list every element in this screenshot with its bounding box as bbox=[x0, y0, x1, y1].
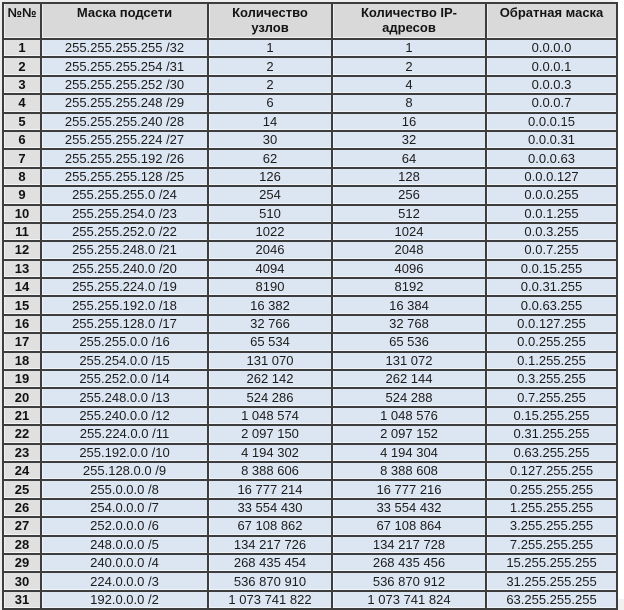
cell-subnet-mask: 252.0.0.0 /6 bbox=[41, 517, 208, 535]
cell-row-number: 19 bbox=[3, 370, 41, 388]
cell-subnet-mask: 255.0.0.0 /8 bbox=[41, 480, 208, 498]
cell-subnet-mask: 255.255.248.0 /21 bbox=[41, 241, 208, 259]
cell-row-number: 10 bbox=[3, 205, 41, 223]
cell-subnet-mask: 224.0.0.0 /3 bbox=[41, 572, 208, 590]
cell-subnet-mask: 255.255.255.255 /32 bbox=[41, 39, 208, 57]
table-row bbox=[3, 407, 617, 425]
cell-ip-count: 256 bbox=[332, 186, 486, 204]
cell-wildcard-mask: 0.0.0.31 bbox=[486, 131, 617, 149]
column-header-number-line2 bbox=[4, 20, 40, 35]
cell-wildcard-mask: 0.0.0.7 bbox=[486, 94, 617, 112]
cell-ip-count: 268 435 456 bbox=[332, 554, 486, 572]
cell-subnet-mask: 255.255.255.240 /28 bbox=[41, 113, 208, 131]
cell-wildcard-mask: 0.3.255.255 bbox=[486, 370, 617, 388]
cell-node-count: 1022 bbox=[208, 223, 332, 241]
cell-wildcard-mask: 31.255.255.255 bbox=[486, 572, 617, 590]
cell-row-number: 28 bbox=[3, 536, 41, 554]
cell-ip-count: 64 bbox=[332, 149, 486, 167]
cell-node-count: 1 048 574 bbox=[208, 407, 332, 425]
table-row bbox=[3, 554, 617, 572]
table-row bbox=[3, 572, 617, 590]
cell-node-count: 32 766 bbox=[208, 315, 332, 333]
column-header-ip-count-line1: Количество IP- bbox=[361, 5, 457, 20]
cell-node-count: 126 bbox=[208, 168, 332, 186]
cell-row-number: 6 bbox=[3, 131, 41, 149]
cell-row-number: 20 bbox=[3, 388, 41, 406]
cell-subnet-mask: 255.255.255.252 /30 bbox=[41, 76, 208, 94]
cell-ip-count: 536 870 912 bbox=[332, 572, 486, 590]
cell-node-count: 510 bbox=[208, 205, 332, 223]
cell-wildcard-mask: 0.0.15.255 bbox=[486, 260, 617, 278]
cell-node-count: 134 217 726 bbox=[208, 536, 332, 554]
cell-wildcard-mask: 15.255.255.255 bbox=[486, 554, 617, 572]
cell-wildcard-mask: 0.15.255.255 bbox=[486, 407, 617, 425]
cell-wildcard-mask: 0.255.255.255 bbox=[486, 480, 617, 498]
cell-subnet-mask: 255.240.0.0 /12 bbox=[41, 407, 208, 425]
cell-ip-count: 32 bbox=[332, 131, 486, 149]
cell-node-count: 8 388 606 bbox=[208, 462, 332, 480]
cell-subnet-mask: 255.255.252.0 /22 bbox=[41, 223, 208, 241]
cell-subnet-mask: 255.255.224.0 /19 bbox=[41, 278, 208, 296]
cell-node-count: 1 073 741 822 bbox=[208, 591, 332, 609]
cell-ip-count: 128 bbox=[332, 168, 486, 186]
cell-node-count: 2 097 150 bbox=[208, 425, 332, 443]
cell-ip-count: 512 bbox=[332, 205, 486, 223]
cell-row-number: 2 bbox=[3, 57, 41, 75]
table-row bbox=[3, 480, 617, 498]
cell-ip-count: 65 536 bbox=[332, 333, 486, 351]
cell-wildcard-mask: 0.0.255.255 bbox=[486, 333, 617, 351]
table-row bbox=[3, 241, 617, 259]
cell-subnet-mask: 240.0.0.0 /4 bbox=[41, 554, 208, 572]
cell-row-number: 14 bbox=[3, 278, 41, 296]
cell-subnet-mask: 192.0.0.0 /2 bbox=[41, 591, 208, 609]
cell-node-count: 14 bbox=[208, 113, 332, 131]
table-row bbox=[3, 113, 617, 131]
cell-ip-count: 1 048 576 bbox=[332, 407, 486, 425]
cell-node-count: 1 bbox=[208, 39, 332, 57]
column-header-wildcard-mask bbox=[486, 3, 617, 39]
cell-row-number: 9 bbox=[3, 186, 41, 204]
cell-row-number: 11 bbox=[3, 223, 41, 241]
cell-node-count: 536 870 910 bbox=[208, 572, 332, 590]
table-row bbox=[3, 94, 617, 112]
cell-row-number: 25 bbox=[3, 480, 41, 498]
cell-wildcard-mask: 0.0.0.255 bbox=[486, 186, 617, 204]
cell-wildcard-mask: 0.7.255.255 bbox=[486, 388, 617, 406]
cell-wildcard-mask: 0.0.31.255 bbox=[486, 278, 617, 296]
column-header-ip-count-line2: адресов bbox=[382, 20, 436, 35]
cell-ip-count: 4 bbox=[332, 76, 486, 94]
table-row bbox=[3, 591, 617, 609]
column-header-wildcard-mask-line1: Обратная маска bbox=[499, 5, 604, 20]
table-row bbox=[3, 352, 617, 370]
cell-row-number: 16 bbox=[3, 315, 41, 333]
cell-subnet-mask: 254.0.0.0 /7 bbox=[41, 499, 208, 517]
cell-row-number: 18 bbox=[3, 352, 41, 370]
cell-wildcard-mask: 0.0.127.255 bbox=[486, 315, 617, 333]
cell-wildcard-mask: 0.0.0.3 bbox=[486, 76, 617, 94]
table-row bbox=[3, 444, 617, 462]
cell-ip-count: 8 bbox=[332, 94, 486, 112]
cell-subnet-mask: 255.192.0.0 /10 bbox=[41, 444, 208, 462]
cell-subnet-mask: 255.255.255.0 /24 bbox=[41, 186, 208, 204]
cell-subnet-mask: 255.255.192.0 /18 bbox=[41, 296, 208, 314]
cell-node-count: 524 286 bbox=[208, 388, 332, 406]
cell-wildcard-mask: 0.0.0.15 bbox=[486, 113, 617, 131]
cell-ip-count: 67 108 864 bbox=[332, 517, 486, 535]
column-header-wildcard-mask-line2 bbox=[487, 20, 616, 35]
cell-wildcard-mask: 7.255.255.255 bbox=[486, 536, 617, 554]
cell-row-number: 24 bbox=[3, 462, 41, 480]
column-header-subnet-mask-line2 bbox=[42, 20, 207, 35]
cell-row-number: 27 bbox=[3, 517, 41, 535]
cell-wildcard-mask: 0.0.0.127 bbox=[486, 168, 617, 186]
cell-wildcard-mask: 0.0.7.255 bbox=[486, 241, 617, 259]
cell-node-count: 16 382 bbox=[208, 296, 332, 314]
cell-ip-count: 262 144 bbox=[332, 370, 486, 388]
cell-wildcard-mask: 0.0.3.255 bbox=[486, 223, 617, 241]
table-row bbox=[3, 462, 617, 480]
cell-row-number: 4 bbox=[3, 94, 41, 112]
cell-node-count: 6 bbox=[208, 94, 332, 112]
column-header-ip-count bbox=[332, 3, 486, 39]
table-row bbox=[3, 296, 617, 314]
cell-node-count: 254 bbox=[208, 186, 332, 204]
table-row bbox=[3, 425, 617, 443]
cell-row-number: 31 bbox=[3, 591, 41, 609]
cell-ip-count: 1 073 741 824 bbox=[332, 591, 486, 609]
cell-row-number: 8 bbox=[3, 168, 41, 186]
column-header-number bbox=[3, 3, 41, 39]
cell-node-count: 2 bbox=[208, 57, 332, 75]
cell-ip-count: 2 bbox=[332, 57, 486, 75]
cell-ip-count: 33 554 432 bbox=[332, 499, 486, 517]
cell-subnet-mask: 255.248.0.0 /13 bbox=[41, 388, 208, 406]
cell-ip-count: 8192 bbox=[332, 278, 486, 296]
column-header-node-count-line1: Количество bbox=[232, 5, 308, 20]
cell-subnet-mask: 255.255.255.248 /29 bbox=[41, 94, 208, 112]
cell-wildcard-mask: 0.0.0.1 bbox=[486, 57, 617, 75]
cell-subnet-mask: 255.128.0.0 /9 bbox=[41, 462, 208, 480]
table-row bbox=[3, 260, 617, 278]
cell-wildcard-mask: 0.0.0.0 bbox=[486, 39, 617, 57]
cell-ip-count: 2048 bbox=[332, 241, 486, 259]
cell-subnet-mask: 255.255.254.0 /23 bbox=[41, 205, 208, 223]
table-row bbox=[3, 333, 617, 351]
cell-ip-count: 32 768 bbox=[332, 315, 486, 333]
cell-subnet-mask: 255.255.0.0 /16 bbox=[41, 333, 208, 351]
table-row bbox=[3, 149, 617, 167]
cell-node-count: 30 bbox=[208, 131, 332, 149]
table-header bbox=[3, 3, 617, 39]
cell-row-number: 3 bbox=[3, 76, 41, 94]
cell-wildcard-mask: 0.31.255.255 bbox=[486, 425, 617, 443]
cell-ip-count: 16 bbox=[332, 113, 486, 131]
cell-wildcard-mask: 0.0.0.63 bbox=[486, 149, 617, 167]
cell-ip-count: 2 097 152 bbox=[332, 425, 486, 443]
table-row bbox=[3, 76, 617, 94]
cell-row-number: 26 bbox=[3, 499, 41, 517]
cell-ip-count: 1024 bbox=[332, 223, 486, 241]
column-header-number-line1: №№ bbox=[7, 5, 37, 20]
cell-wildcard-mask: 63.255.255.255 bbox=[486, 591, 617, 609]
cell-row-number: 13 bbox=[3, 260, 41, 278]
table-row bbox=[3, 370, 617, 388]
cell-subnet-mask: 255.252.0.0 /14 bbox=[41, 370, 208, 388]
cell-subnet-mask: 255.255.128.0 /17 bbox=[41, 315, 208, 333]
table-row bbox=[3, 223, 617, 241]
cell-ip-count: 4 194 304 bbox=[332, 444, 486, 462]
cell-row-number: 29 bbox=[3, 554, 41, 572]
cell-row-number: 22 bbox=[3, 425, 41, 443]
column-header-subnet-mask bbox=[41, 3, 208, 39]
table-row bbox=[3, 315, 617, 333]
cell-subnet-mask: 255.224.0.0 /11 bbox=[41, 425, 208, 443]
table-row bbox=[3, 57, 617, 75]
column-header-node-count-line2: узлов bbox=[251, 20, 289, 35]
cell-ip-count: 16 777 216 bbox=[332, 480, 486, 498]
cell-ip-count: 134 217 728 bbox=[332, 536, 486, 554]
cell-row-number: 5 bbox=[3, 113, 41, 131]
cell-subnet-mask: 255.254.0.0 /15 bbox=[41, 352, 208, 370]
cell-ip-count: 8 388 608 bbox=[332, 462, 486, 480]
table-row bbox=[3, 131, 617, 149]
cell-row-number: 30 bbox=[3, 572, 41, 590]
cell-ip-count: 524 288 bbox=[332, 388, 486, 406]
cell-node-count: 67 108 862 bbox=[208, 517, 332, 535]
cell-node-count: 4 194 302 bbox=[208, 444, 332, 462]
subnet-mask-table bbox=[2, 2, 618, 610]
cell-node-count: 65 534 bbox=[208, 333, 332, 351]
cell-row-number: 7 bbox=[3, 149, 41, 167]
cell-node-count: 4094 bbox=[208, 260, 332, 278]
cell-node-count: 62 bbox=[208, 149, 332, 167]
table-row bbox=[3, 168, 617, 186]
cell-wildcard-mask: 0.0.1.255 bbox=[486, 205, 617, 223]
cell-subnet-mask: 255.255.255.254 /31 bbox=[41, 57, 208, 75]
cell-wildcard-mask: 0.1.255.255 bbox=[486, 352, 617, 370]
cell-subnet-mask: 255.255.240.0 /20 bbox=[41, 260, 208, 278]
cell-row-number: 23 bbox=[3, 444, 41, 462]
cell-wildcard-mask: 3.255.255.255 bbox=[486, 517, 617, 535]
cell-ip-count: 1 bbox=[332, 39, 486, 57]
table-body bbox=[3, 39, 617, 609]
cell-node-count: 33 554 430 bbox=[208, 499, 332, 517]
cell-subnet-mask: 255.255.255.192 /26 bbox=[41, 149, 208, 167]
column-header-subnet-mask-line1: Маска подсети bbox=[76, 5, 173, 20]
cell-wildcard-mask: 0.127.255.255 bbox=[486, 462, 617, 480]
cell-wildcard-mask: 0.63.255.255 bbox=[486, 444, 617, 462]
cell-wildcard-mask: 0.0.63.255 bbox=[486, 296, 617, 314]
table-row bbox=[3, 186, 617, 204]
cell-row-number: 15 bbox=[3, 296, 41, 314]
table-row bbox=[3, 278, 617, 296]
cell-node-count: 268 435 454 bbox=[208, 554, 332, 572]
table-row bbox=[3, 205, 617, 223]
cell-node-count: 262 142 bbox=[208, 370, 332, 388]
table-row bbox=[3, 499, 617, 517]
table-row bbox=[3, 388, 617, 406]
cell-node-count: 131 070 bbox=[208, 352, 332, 370]
cell-node-count: 2046 bbox=[208, 241, 332, 259]
header-row bbox=[3, 3, 617, 39]
table-row bbox=[3, 517, 617, 535]
cell-node-count: 2 bbox=[208, 76, 332, 94]
cell-subnet-mask: 248.0.0.0 /5 bbox=[41, 536, 208, 554]
cell-row-number: 1 bbox=[3, 39, 41, 57]
cell-subnet-mask: 255.255.255.224 /27 bbox=[41, 131, 208, 149]
cell-row-number: 12 bbox=[3, 241, 41, 259]
cell-ip-count: 131 072 bbox=[332, 352, 486, 370]
cell-ip-count: 16 384 bbox=[332, 296, 486, 314]
table-row bbox=[3, 39, 617, 57]
column-header-node-count bbox=[208, 3, 332, 39]
cell-wildcard-mask: 1.255.255.255 bbox=[486, 499, 617, 517]
cell-ip-count: 4096 bbox=[332, 260, 486, 278]
cell-node-count: 16 777 214 bbox=[208, 480, 332, 498]
table-row bbox=[3, 536, 617, 554]
cell-node-count: 8190 bbox=[208, 278, 332, 296]
cell-subnet-mask: 255.255.255.128 /25 bbox=[41, 168, 208, 186]
cell-row-number: 17 bbox=[3, 333, 41, 351]
cell-row-number: 21 bbox=[3, 407, 41, 425]
